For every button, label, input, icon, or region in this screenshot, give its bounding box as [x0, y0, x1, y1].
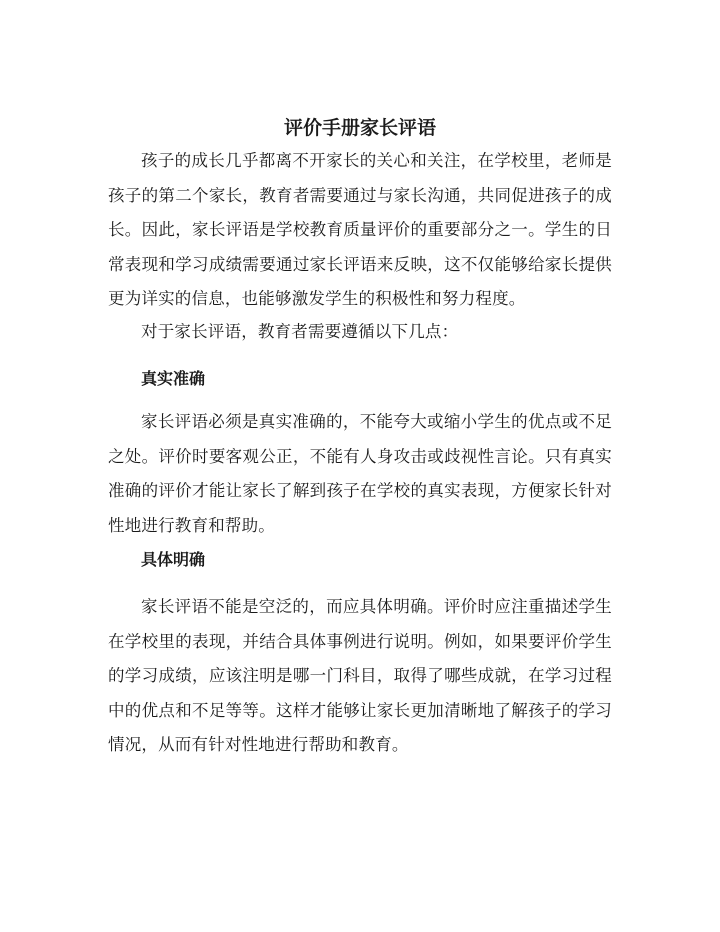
intro-paragraph: 孩子的成长几乎都离不开家长的关心和关注，在学校里，老师是孩子的第二个家长，教育者需要通过与家长沟通，共同促进孩子的成长。因此，家长评语是学校教育质量评价的重要部分之一。学生的日常表现和学习成绩需要通过家长评语来反映，这不仅能够给家长提供更为详实的信息，也能够激发学生的积极性和努力程度。 — [108, 151, 612, 308]
section-body-accurate: 家长评语必须是真实准确的，不能夸大或缩小学生的优点或不足之处。评价时要客观公正，不能有人身攻击或歧视性言论。只有真实准确的评价才能让家长了解到孩子在学校的真实表现，方便家长针对性地进行教育和帮助。 — [108, 412, 612, 535]
section-heading-specific: 具体明确 — [141, 550, 206, 569]
lead-paragraph: 对于家长评语，教育者需要遵循以下几点： — [141, 322, 459, 341]
document-title: 评价手册家长评语 — [283, 117, 436, 139]
section-heading-accurate: 真实准确 — [141, 369, 206, 388]
section-body-specific: 家长评语不能是空泛的，而应具体明确。评价时应注重描述学生在学校里的表现，并结合具体事例进行说明。例如，如果要评价学生的学习成绩，应该注明是哪一门科目，取得了哪些成就，在学习过程中的优点和不足等等。这样才能够让家长更加清晰地了解孩子的学习情况，从而有针对性地进行帮助和教育。 — [108, 597, 612, 754]
